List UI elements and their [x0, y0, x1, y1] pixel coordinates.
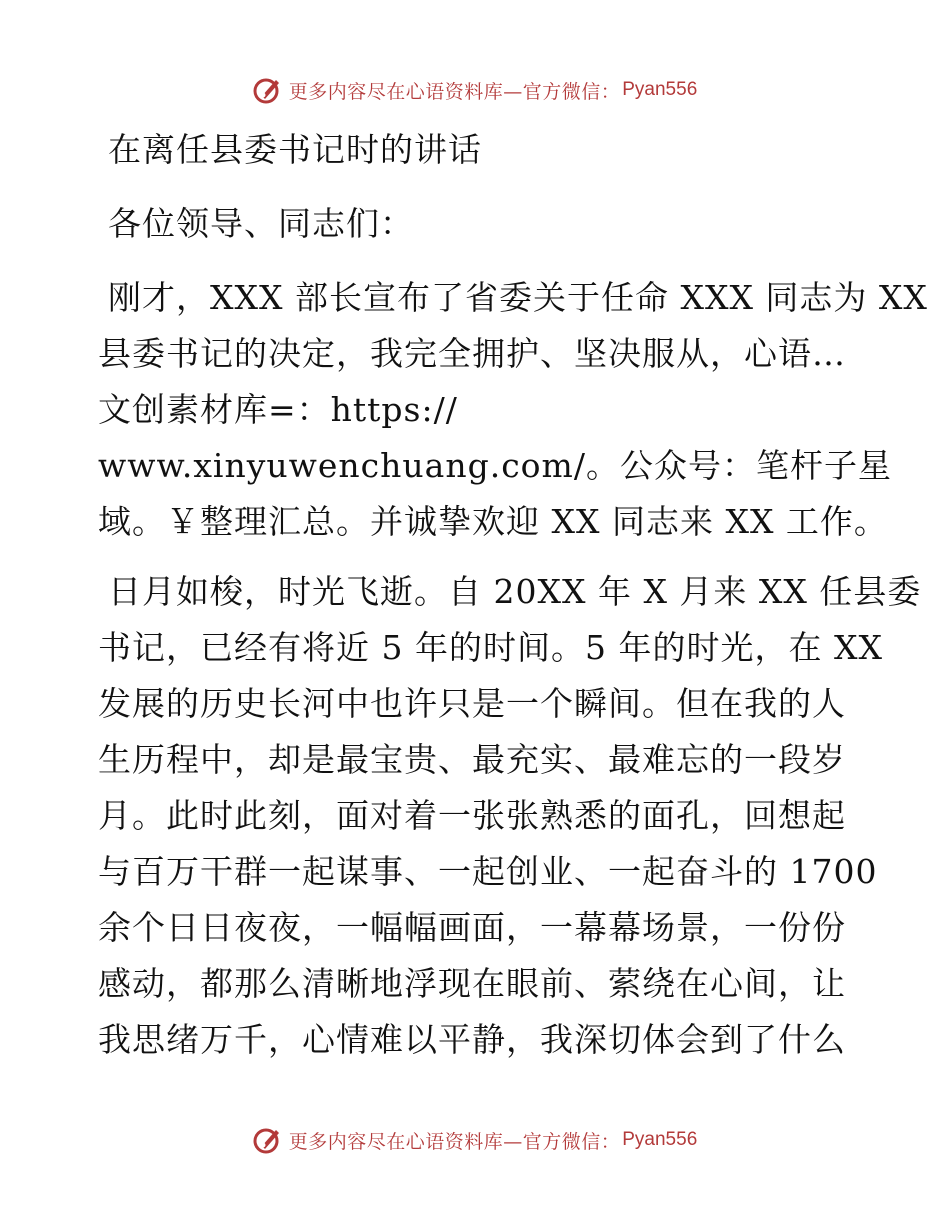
paragraph-line: www.xinyuwenchuang.com/。公众号：笔杆子星	[98, 446, 892, 485]
paragraph-line: 余个日日夜夜，一幅幅画面，一幕幕场景，一份份	[98, 908, 846, 947]
paragraph-line: 月。此时此刻，面对着一张张熟悉的面孔，回想起	[98, 796, 846, 835]
paragraph-2	[98, 564, 922, 1068]
banner-text: 更多内容尽在心语资料库—官方微信：	[288, 1130, 621, 1153]
pen-logo-icon	[253, 1125, 283, 1155]
salutation: 各位领导、同志们：	[108, 204, 414, 243]
paragraph-1	[98, 270, 928, 550]
paragraph-line: 刚才，XXX 部长宣布了省委关于任命 XXX 同志为 XX	[108, 278, 928, 317]
paragraph-line: 生历程中，却是最宝贵、最充实、最难忘的一段岁	[98, 740, 846, 779]
paragraph-line: 我思绪万千，心情难以平静，我深切体会到了什么	[98, 1020, 846, 1059]
paragraph-line: 文创素材库=：https://	[98, 390, 458, 429]
banner-text: 更多内容尽在心语资料库—官方微信：	[288, 80, 621, 103]
header-banner	[0, 70, 950, 110]
document-body	[98, 122, 928, 1068]
paragraph-line: 书记，已经有将近 5 年的时间。5 年的时光，在 XX	[98, 628, 883, 667]
banner-wechat-id: Pyan556	[622, 79, 698, 100]
paragraph-line: 发展的历史长河中也许只是一个瞬间。但在我的人	[98, 684, 846, 723]
banner-wechat-id: Pyan556	[622, 1129, 698, 1150]
paragraph-line: 县委书记的决定，我完全拥护、坚决服从，心语…	[98, 334, 846, 373]
footer-banner	[0, 1120, 950, 1160]
paragraph-line: 日月如梭，时光飞逝。自 20XX 年 X 月来 XX 任县委	[108, 572, 922, 611]
pen-logo-icon	[253, 75, 283, 105]
paragraph-line: 与百万干群一起谋事、一起创业、一起奋斗的 1700	[98, 852, 878, 891]
paragraph-line: 感动，都那么清晰地浮现在眼前、萦绕在心间，让	[98, 964, 846, 1003]
paragraph-line: 域。￥整理汇总。并诚挚欢迎 XX 同志来 XX 工作。	[98, 502, 888, 541]
document-title: 在离任县委书记时的讲话	[108, 130, 482, 169]
